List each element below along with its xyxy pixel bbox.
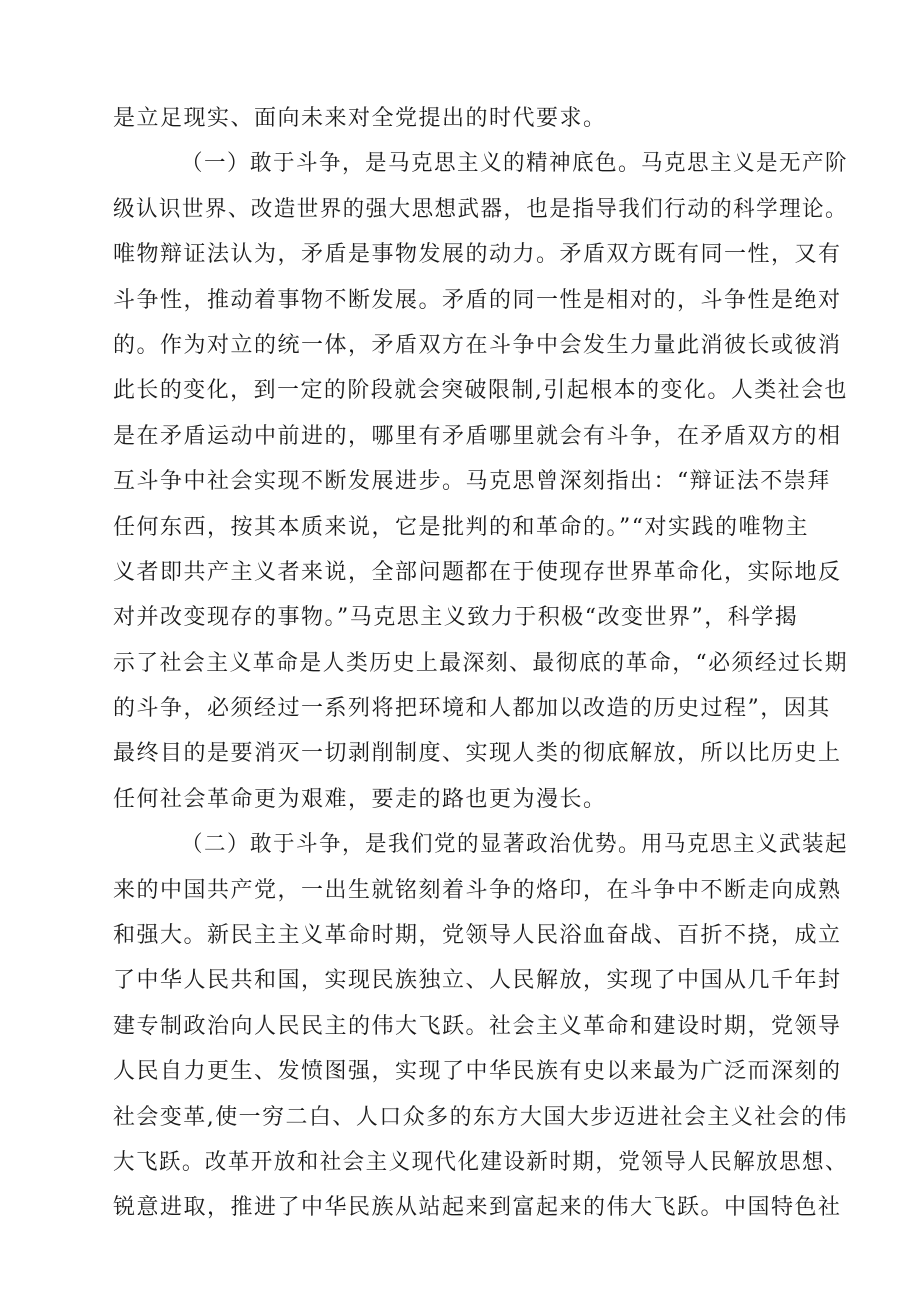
text-line: 最终目的是要消灭一切剥削制度、实现人类的彻底解放，所以比历史上: [113, 741, 842, 767]
text-line: 任何社会革命更为艰难，要走的路也更为漫长。: [113, 786, 607, 812]
text-line: 的。作为对立的统一体，矛盾双方在斗争中会发生力量此消彼长或彼消: [113, 332, 842, 358]
text-line: 和强大。新民主主义革命时期，党领导人民浴血奋战、百折不挠，成立: [113, 923, 842, 949]
text-line: 斗争性，推动着事物不断发展。矛盾的同一性是相对的，斗争性是绝对: [113, 287, 842, 313]
text-line: 锐意进取，推进了中华民族从站起来到富起来的伟大飞跃。中国特色社: [113, 1195, 842, 1221]
text-line: 义者即共产主义者来说，全部问题都在于使现存世界革命化，实际地反: [113, 559, 842, 585]
text-line: 建专制政治向人民民主的伟大飞跃。社会主义革命和建设时期，党领导: [113, 1013, 842, 1039]
text-line: 此长的变化，到一定的阶段就会突破限制,引起根本的变化。人类社会也: [113, 378, 848, 404]
paragraph-1-first-line: （一）敢于斗争，是马克思主义的精神底色。马克思主义是无产阶: [181, 151, 848, 177]
text-line: 大飞跃。改革开放和社会主义现代化建设新时期，党领导人民解放思想、: [113, 1149, 848, 1175]
text-line: 的斗争，必须经过一系列将把环境和人都加以改造的历史过程”，因其: [113, 696, 831, 722]
text-line: 任何东西，按其本质来说，它是批判的和革命的。”“对实践的唯物主: [113, 514, 809, 540]
text-line: 是立足现实、面向未来对全党提出的时代要求。: [113, 106, 607, 131]
text-line: 了中华人民共和国，实现民族独立、人民解放，实现了中国从几千年封: [113, 968, 842, 994]
text-line: 级认识世界、改造世界的强大思想武器，也是指导我们行动的科学理论。: [113, 196, 848, 222]
body-text: [113, 96, 848, 1231]
text-line: 唯物辩证法认为，矛盾是事物发展的动力。矛盾双方既有同一性，又有: [113, 242, 842, 268]
text-line: 互斗争中社会实现不断发展进步。马克思曾深刻指出：“辩证法不崇拜: [113, 469, 831, 495]
text-line: 对并改变现存的事物。”马克思主义致力于积极“改变世界”，科学揭: [113, 605, 799, 631]
text-line: 示了社会主义革命是人类历史上最深刻、最彻底的革命，“必须经过长期: [113, 650, 848, 676]
text-line: 来的中国共产党，一出生就铭刻着斗争的烙印，在斗争中不断走向成熟: [113, 877, 842, 903]
text-line: 人民自力更生、发愤图强，实现了中华民族有史以来最为广泛而深刻的: [113, 1059, 842, 1085]
text-line: 社会变革,使一穷二白、人口众多的东方大国大步迈进社会主义社会的伟: [113, 1104, 848, 1130]
paragraph-2-first-line: （二）敢于斗争，是我们党的显著政治优势。用马克思主义武装起: [181, 832, 848, 858]
text-line: 是在矛盾运动中前进的，哪里有矛盾哪里就会有斗争，在矛盾双方的相: [113, 423, 842, 449]
